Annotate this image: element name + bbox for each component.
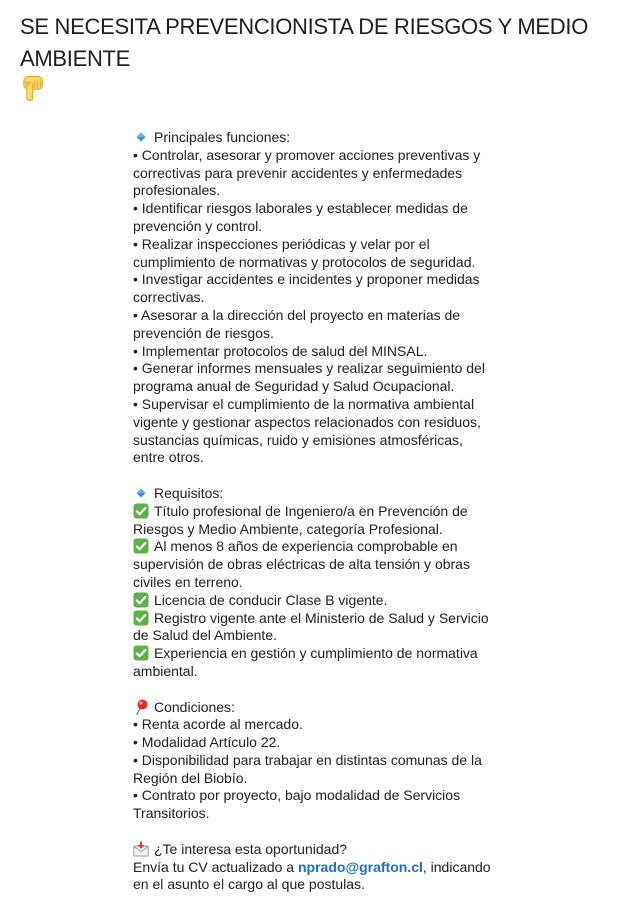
list-item: [133, 538, 613, 591]
email-link[interactable]: nprado@grafton.cl: [298, 858, 423, 875]
list-item-line: prevención y control.: [133, 217, 263, 234]
list-item-line: [133, 538, 613, 556]
list-item: [133, 396, 613, 467]
list-item-line: • Investigar accidentes e incidentes y proponer medidas: [133, 271, 480, 288]
section-funciones: [133, 129, 613, 467]
list-item-line: • Realizar inspecciones periódicas y velar por el: [133, 235, 430, 252]
list-item-line: [133, 503, 613, 521]
blue-diamond-icon: [133, 129, 149, 145]
list-item-line: entre otros.: [133, 449, 204, 466]
blue-diamond-icon: [133, 485, 149, 501]
list-item-line: vigente y gestionar aspectos relacionados con residuos,: [133, 413, 481, 430]
list-item-line: cumplimiento de normativas y protocolos de seguridad.: [133, 253, 476, 270]
list-item-text: Al menos 8 años de experiencia comprobable en: [154, 538, 458, 555]
check-mark-icon: [133, 503, 149, 519]
list-item-line: Región del Biobío.: [133, 769, 248, 786]
envelope-with-arrow-icon: [133, 841, 149, 857]
list-item-line: prevención de riesgos.: [133, 324, 274, 341]
section-heading: [133, 699, 613, 717]
list-item-line: Transitorios.: [133, 805, 210, 822]
list-item: [133, 200, 613, 236]
list-item-line: • Disponibilidad para trabajar en distintas comunas de la: [133, 751, 482, 768]
list-item-line: • Supervisar el cumplimiento de la normativa ambiental: [133, 395, 475, 412]
list-item-line: • Modalidad Artículo 22.: [133, 734, 281, 751]
list-item: [133, 645, 613, 681]
list-item-line: supervisión de obras eléctricas de alta tensión y obras: [133, 556, 470, 573]
section-heading-text: ¿Te interesa esta oportunidad?: [154, 840, 348, 857]
section-heading: [133, 841, 613, 859]
list-item: [133, 752, 613, 788]
list-item: [133, 610, 613, 646]
list-item-line: [133, 610, 613, 628]
list-item-line: • Renta acorde al mercado.: [133, 716, 303, 733]
list-item: [133, 343, 613, 361]
contact-line: [133, 859, 613, 877]
list-item-line: civiles en terreno.: [133, 573, 243, 590]
check-mark-icon: [133, 610, 149, 626]
check-mark-icon: [133, 538, 149, 554]
list-item: [133, 592, 613, 610]
list-item-line: de Salud del Ambiente.: [133, 627, 277, 644]
list-item: [133, 734, 613, 752]
section-heading: [133, 129, 613, 147]
section-requisitos: [133, 485, 613, 681]
list-item-line: • Generar informes mensuales y realizar seguimiento del: [133, 360, 485, 377]
list-item-line: • Identificar riesgos laborales y establecer medidas de: [133, 200, 468, 217]
post-body: [133, 129, 613, 894]
list-item: [133, 307, 613, 343]
section-heading-text: Requisitos:: [154, 484, 224, 501]
list-item-line: profesionales.: [133, 182, 221, 199]
section-heading-text: Condiciones:: [154, 698, 235, 715]
contact-text: , indicando: [422, 858, 491, 875]
pointing-down-icon: [20, 75, 47, 102]
list-item-line: • Implementar protocolos de salud del MINSAL.: [133, 342, 428, 359]
list-item: [133, 236, 613, 272]
list-item-line: correctivas.: [133, 289, 205, 306]
post-title: SE NECESITA PREVENCIONISTA DE RIESGOS Y MEDIO AMBIENTE: [20, 14, 589, 71]
list-item-text: Licencia de conducir Clase B vigente.: [154, 591, 388, 608]
section-heading: [133, 485, 613, 503]
list-item-line: ambiental.: [133, 662, 198, 679]
list-item-text: Registro vigente ante el Ministerio de Salud y Servicio: [154, 609, 489, 626]
contact-text: Envía tu CV actualizado a: [133, 858, 298, 875]
list-item-line: Riesgos y Medio Ambiente, categoría Profesional.: [133, 520, 443, 537]
list-item-text: Título profesional de Ingeniero/a en Prevención de: [154, 502, 468, 519]
list-item-line: [133, 592, 613, 610]
round-pushpin-icon: [133, 699, 149, 715]
list-item: [133, 360, 613, 396]
contact-line: en el asunto el cargo al que postulas.: [133, 876, 365, 893]
list-item: [133, 716, 613, 734]
check-mark-icon: [133, 592, 149, 608]
list-item-line: • Contrato por proyecto, bajo modalidad de Servicios: [133, 787, 461, 804]
list-item-line: correctivas para prevenir accidentes y enfermedades: [133, 164, 463, 181]
list-item: [133, 503, 613, 539]
list-item-line: • Controlar, asesorar y promover acciones preventivas y: [133, 146, 481, 163]
list-item-line: sustancias químicas, ruido y emisiones atmosféricas,: [133, 431, 463, 448]
check-mark-icon: [133, 645, 149, 661]
list-item: [133, 271, 613, 307]
list-item: [133, 147, 613, 200]
list-item-text: Experiencia en gestión y cumplimiento de normativa: [154, 645, 478, 662]
list-item-line: [133, 645, 613, 663]
section-condiciones: [133, 699, 613, 824]
section-contacto: [133, 841, 613, 894]
list-item-line: • Asesorar a la dirección del proyecto en materias de: [133, 306, 461, 323]
list-item-line: programa anual de Seguridad y Salud Ocupacional.: [133, 378, 455, 395]
section-heading-text: Principales funciones:: [154, 129, 291, 145]
list-item: [133, 787, 613, 823]
